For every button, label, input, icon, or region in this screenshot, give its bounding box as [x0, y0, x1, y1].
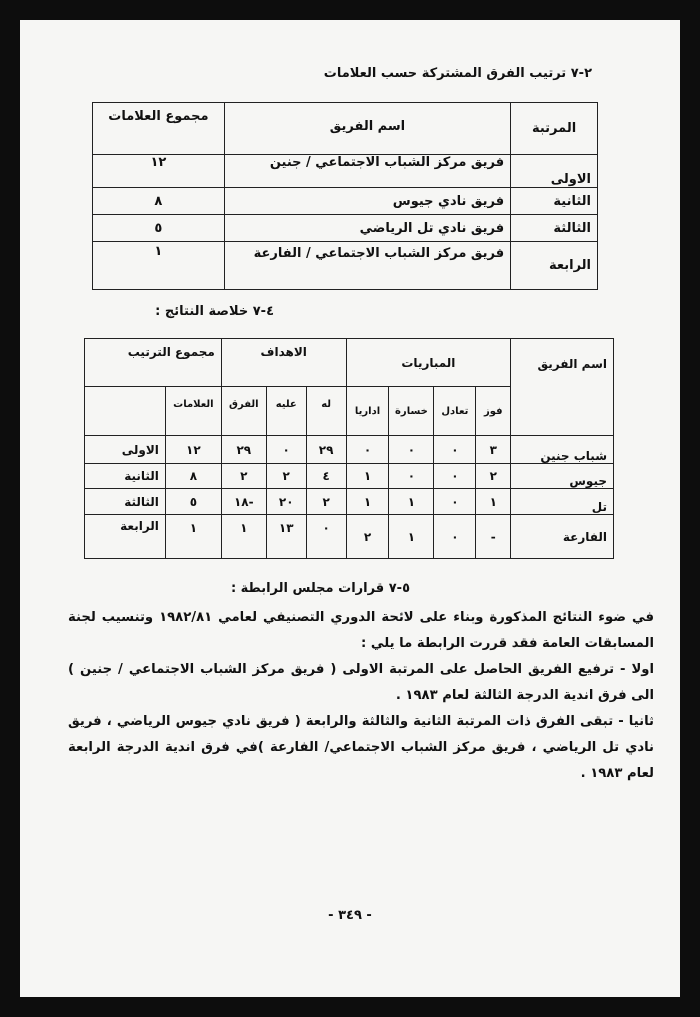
- goal-diff-header: الفرق: [221, 387, 266, 436]
- ranking-sum-header: مجموع الترتيب: [85, 339, 222, 387]
- goals-for-cell: ٢: [306, 489, 346, 515]
- results-table: [84, 338, 614, 559]
- decision-first: اولا - ترفيع الفريق الحاصل على المرتبة الاولى ( فريق مركز الشباب الاجتماعي / جنين ) الى فرق اندية الدرجة الثالثة لعام ١٩٨٣ .: [68, 662, 654, 703]
- section-title-results: ٤-٧ خلاصة النتائج :: [155, 304, 274, 319]
- rank-cell: الثالثة: [85, 489, 166, 515]
- points-header: العلامات: [165, 387, 221, 436]
- table-row: [85, 436, 614, 464]
- rank-cell: الاولى: [85, 436, 166, 464]
- points-cell: ٨: [165, 464, 221, 489]
- points-cell: ٥: [165, 489, 221, 515]
- section-title-ranking: ٢-٧ ترتيب الفرق المشتركة حسب العلامات: [323, 66, 592, 81]
- decision-second: ثانيا - تبقى الفرق ذات المرتبة الثانية والثالثة والرابعة ( فريق نادي جيوس الرياضي ، فريق نادي تل الرياضي ، فريق مركز الشباب الاجتماعي/ الفارعة )في فرق اندية الدرجة الرابعة لعام ١٩٨٣ .: [68, 714, 654, 781]
- draws-cell: ٠: [434, 436, 476, 464]
- points-cell: ١٢: [93, 155, 225, 188]
- goals-against-cell: ٢: [266, 464, 306, 489]
- admin-header: اداريا: [346, 387, 389, 436]
- wins-cell: ٣: [476, 436, 511, 464]
- admin-cell: ١: [346, 489, 389, 515]
- team-cell: شباب جنين: [511, 436, 614, 464]
- rank-cell: الاولى: [511, 155, 598, 188]
- goals-for-cell: ٢٩: [306, 436, 346, 464]
- goals-against-cell: ١٣: [266, 515, 306, 559]
- rank-cell: الثالثة: [511, 215, 598, 242]
- goals-for-cell: ٤: [306, 464, 346, 489]
- rank-cell: الرابعة: [85, 515, 166, 559]
- total-points-header: مجموع العلامات: [93, 103, 225, 155]
- rank-cell: الرابعة: [511, 242, 598, 290]
- decisions-text: [68, 605, 654, 787]
- team-cell: فريق مركز الشباب الاجتماعي / جنين: [224, 155, 510, 188]
- page-number: - ٣٤٩ -: [328, 908, 372, 923]
- results-header-row: [85, 339, 614, 387]
- goal-diff-cell: -١٨: [221, 489, 266, 515]
- section-title-decisions: ٥-٧ قرارات مجلس الرابطة :: [230, 581, 410, 596]
- goal-diff-cell: ١: [221, 515, 266, 559]
- team-cell: فريق مركز الشباب الاجتماعي / الفارعة: [224, 242, 510, 290]
- rank-subheader: [85, 387, 166, 436]
- team-header: اسم الفريق: [224, 103, 510, 155]
- goal-diff-cell: ٢: [221, 464, 266, 489]
- team-cell: فريق نادي جيوس: [224, 188, 510, 215]
- draws-cell: ٠: [434, 515, 476, 559]
- draws-cell: ٠: [434, 464, 476, 489]
- rank-cell: الثانية: [85, 464, 166, 489]
- admin-cell: ١: [346, 464, 389, 489]
- admin-cell: ٢: [346, 515, 389, 559]
- losses-cell: ١: [389, 489, 434, 515]
- losses-cell: ٠: [389, 464, 434, 489]
- points-cell: ٨: [93, 188, 225, 215]
- goals-against-cell: ٠: [266, 436, 306, 464]
- team-cell: جيوس: [511, 464, 614, 489]
- goals-against-header: عليه: [266, 387, 306, 436]
- losses-cell: ١: [389, 515, 434, 559]
- table-row: [93, 242, 598, 290]
- table-row: [85, 489, 614, 515]
- draws-cell: ٠: [434, 489, 476, 515]
- table-row: [93, 215, 598, 242]
- decisions-intro: في ضوء النتائج المذكورة وبناء على لائحة الدوري التصنيفي لعامي ١٩٨٢/٨١ وتنسيب لجنة المسابقات العامة فقد قررت الرابطة ما يلي :: [68, 610, 654, 651]
- wins-header: فوز: [476, 387, 511, 436]
- ranking-header-row: [93, 103, 598, 155]
- table-row: [85, 515, 614, 559]
- points-cell: ٥: [93, 215, 225, 242]
- wins-cell: -: [476, 515, 511, 559]
- losses-cell: ٠: [389, 436, 434, 464]
- points-cell: ١٢: [165, 436, 221, 464]
- goal-diff-cell: ٢٩: [221, 436, 266, 464]
- goals-for-cell: ٠: [306, 515, 346, 559]
- table-row: [93, 155, 598, 188]
- points-cell: ١: [93, 242, 225, 290]
- ranking-table: [92, 102, 598, 290]
- team-cell: تل: [511, 489, 614, 515]
- goals-against-cell: ٢٠: [266, 489, 306, 515]
- losses-header: خسارة: [389, 387, 434, 436]
- table-row: [85, 464, 614, 489]
- points-cell: ١: [165, 515, 221, 559]
- document-page: [20, 20, 680, 997]
- wins-cell: ١: [476, 489, 511, 515]
- team-cell: فريق نادي تل الرياضي: [224, 215, 510, 242]
- goals-header: الاهداف: [221, 339, 346, 387]
- matches-header: المباريات: [346, 339, 511, 387]
- team-name-header: اسم الفريق: [511, 339, 614, 436]
- team-cell: الفارعة: [511, 515, 614, 559]
- wins-cell: ٢: [476, 464, 511, 489]
- rank-cell: الثانية: [511, 188, 598, 215]
- table-row: [93, 188, 598, 215]
- admin-cell: ٠: [346, 436, 389, 464]
- draws-header: تعادل: [434, 387, 476, 436]
- goals-for-header: له: [306, 387, 346, 436]
- rank-header: المرتبة: [511, 103, 598, 155]
